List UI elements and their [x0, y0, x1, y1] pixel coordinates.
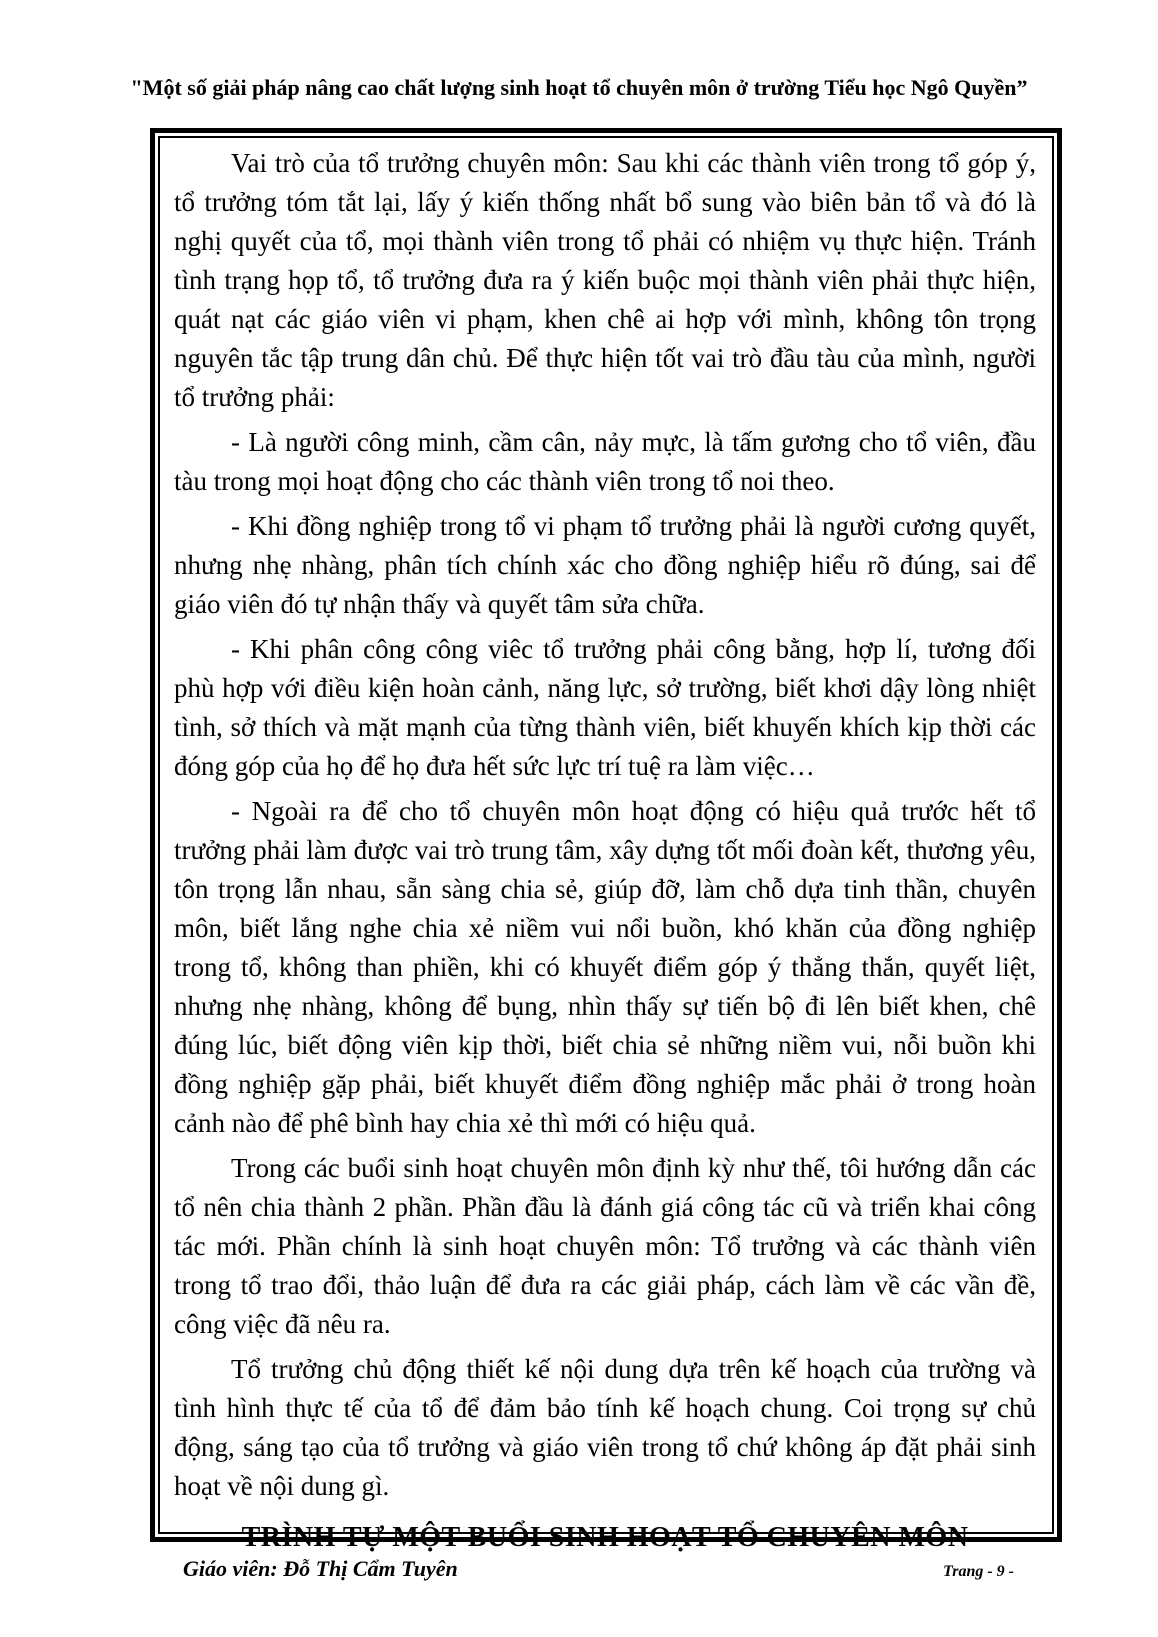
- body-paragraph: Trong các buổi sinh hoạt chuyên môn định kỳ như thế, tôi hướng dẫn các tổ nên chia thành 2 phần. Phần đầu là đánh giá công tác cũ và triển khai công tác mới. Phần chính là sinh hoạt chuyên môn: Tổ trưởng và các thành viên trong tổ trao đổi, thảo luận để đưa ra các giải pháp, cách làm về các vần đề, công việc đã nêu ra.: [174, 1153, 1036, 1339]
- body-paragraph: Tổ trưởng chủ động thiết kế nội dung dựa trên kế hoạch của trường và tình hình thực tế của tổ để đảm bảo tính kế hoạch chung. Coi trọng sự chủ động, sáng tạo của tổ trưởng và giáo viên trong tổ chứ không áp đặt phải sinh hoạt về nội dung gì.: [174, 1354, 1036, 1501]
- body-paragraph: Vai trò của tổ trưởng chuyên môn: Sau khi các thành viên trong tổ góp ý, tổ trưởng tóm tắt lại, lấy ý kiến thống nhất bổ sung vào biên bản tổ và đó là nghị quyết của tổ, mọi thành viên trong tổ phải có nhiệm vụ thực hiện. Tránh tình trạng họp tổ, tổ trưởng đưa ra ý kiến buộc mọi thành viên phải thực hiện, quát nạt các giáo viên vi phạm, khen chê ai hợp với mình, không tôn trọng nguyên tắc tập trung dân chủ. Để thực hiện tốt vai trò đầu tàu của mình, người tổ trưởng phải:: [174, 148, 1036, 412]
- body-paragraph: - Khi đồng nghiệp trong tổ vi phạm tổ trưởng phải là người cương quyết, nhưng nhẹ nhàng, phân tích chính xác cho đồng nghiệp hiểu rõ đúng, sai để giáo viên đó tự nhận thấy và quyết tâm sửa chữa.: [174, 511, 1036, 619]
- footer-page-number: Trang - 9 -: [943, 1563, 1014, 1580]
- document-header-title: "Một số giải pháp nâng cao chất lượng sinh hoạt tổ chuyên môn ở trường Tiểu học Ngô Quyền”: [130, 75, 1028, 100]
- body-paragraph: - Khi phân công công viêc tổ trưởng phải công bằng, hợp lí, tương đối phù hợp với điều kiện hoàn cảnh, năng lực, sở trường, biết khơi dậy lòng nhiệt tình, sở thích và mặt mạnh của từng thành viên, biết khuyến khích kịp thời các đóng góp của họ để họ đưa hết sức lực trí tuệ ra làm việc…: [174, 634, 1036, 781]
- body-paragraph: - Là người công minh, cầm cân, nảy mực, là tấm gương cho tổ viên, đầu tàu trong mọi hoạt động cho các thành viên trong tổ noi theo.: [174, 427, 1036, 496]
- section-heading: TRÌNH TỰ MỘT BUỔI SINH HOẠT TỔ CHUYÊN MÔN: [241, 1522, 969, 1553]
- footer-teacher-name: Giáo viên: Đỗ Thị Cẩm Tuyên: [183, 1556, 458, 1581]
- content-inner-box: [158, 136, 1054, 1553]
- body-paragraph: - Ngoài ra để cho tổ chuyên môn hoạt động có hiệu quả trước hết tổ trưởng phải làm được vai trò trung tâm, xây dựng tốt mối đoàn kết, thương yêu, tôn trọng lẫn nhau, sẵn sàng chia sẻ, giúp đỡ, làm chỗ dựa tinh thần, chuyên môn, biết lắng nghe chia xẻ niềm vui nổi buồn, khó khăn của đồng nghiệp trong tổ, không than phiền, khi có khuyết điểm góp ý thẳng thắn, quyết liệt, nhưng nhẹ nhàng, không để bụng, nhìn thấy sự tiến bộ đi lên biết khen, chê đúng lúc, biết động viên kịp thời, biết chia sẻ những niềm vui, nỗi buồn khi đồng nghiệp gặp phải, biết khuyết điểm đồng nghiệp mắc phải ở trong hoàn cảnh nào để phê bình hay chia xẻ thì mới có hiệu quả.: [174, 796, 1036, 1138]
- content-border-box: [150, 128, 1062, 1553]
- page-footer: [150, 1556, 1062, 1582]
